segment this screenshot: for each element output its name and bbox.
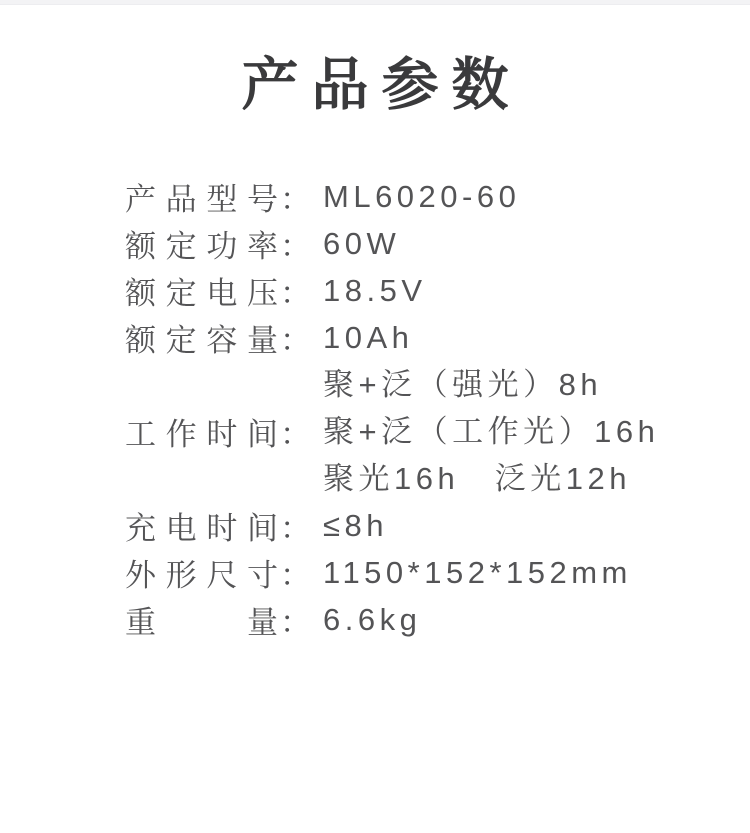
spec-value-line: 1150*152*152mm xyxy=(323,554,632,590)
spec-value xyxy=(323,267,427,314)
spec-label-text xyxy=(125,550,278,595)
spec-value-line: ML6020-60 xyxy=(323,178,521,214)
spec-value xyxy=(323,173,520,220)
spec-value-line: 聚+泛（工作光）16h xyxy=(323,413,660,449)
spec-label xyxy=(125,503,311,548)
spec-row xyxy=(125,220,750,267)
spec-label-colon: ： xyxy=(280,416,311,452)
page-title: 产品参数 xyxy=(241,53,522,117)
spec-label-char: 额 xyxy=(125,322,156,358)
spec-label-char: 定 xyxy=(165,322,197,358)
spec-label-char: 外 xyxy=(125,557,156,593)
spec-row xyxy=(125,314,750,361)
spec-value-line: 10Ah xyxy=(323,319,414,355)
spec-value xyxy=(323,314,413,361)
spec-value xyxy=(323,596,421,643)
spec-row xyxy=(125,173,750,220)
spec-table xyxy=(0,173,750,643)
spec-label-char: 容 xyxy=(206,322,238,358)
spec-value xyxy=(323,220,400,267)
spec-label-colon: ： xyxy=(280,557,311,593)
spec-label-char: 定 xyxy=(165,275,197,311)
spec-label-char: 工 xyxy=(125,416,156,452)
spec-label xyxy=(125,550,311,595)
spec-label-char: 量 xyxy=(247,604,278,640)
spec-label-colon: ： xyxy=(280,275,311,311)
spec-label-text xyxy=(125,174,278,219)
spec-label-char: 寸 xyxy=(246,557,278,593)
spec-label-char: 额 xyxy=(125,228,156,264)
spec-label-text xyxy=(125,315,278,360)
spec-label-text xyxy=(125,221,278,266)
spec-label-colon: ： xyxy=(280,510,311,546)
spec-label-char: 额 xyxy=(125,275,156,311)
spec-label-char: 量 xyxy=(246,322,278,358)
spec-label-text xyxy=(125,268,278,313)
spec-label xyxy=(125,597,311,642)
spec-label-colon: ： xyxy=(280,181,311,217)
spec-label-char: 形 xyxy=(165,557,197,593)
spec-label-char: 充 xyxy=(125,510,156,546)
spec-label-char: 重 xyxy=(125,604,156,640)
spec-label-char: 尺 xyxy=(206,557,238,593)
spec-label-char: 型 xyxy=(206,181,238,217)
spec-label xyxy=(125,221,311,266)
spec-value xyxy=(323,361,659,502)
spec-label-char: 时 xyxy=(206,416,238,452)
spec-label-char: 作 xyxy=(165,416,197,452)
spec-value-line: 6.6kg xyxy=(323,601,422,637)
spec-label-colon: ： xyxy=(280,322,311,358)
spec-label-char: 率 xyxy=(246,228,278,264)
spec-label-char: 号 xyxy=(246,181,278,217)
spec-row xyxy=(125,502,750,549)
spec-label-text xyxy=(125,409,278,454)
spec-value-line: ≤8h xyxy=(323,507,388,543)
spec-value xyxy=(323,502,388,549)
spec-label xyxy=(125,174,311,219)
spec-row xyxy=(125,267,750,314)
spec-label-char: 品 xyxy=(165,181,197,217)
spec-label xyxy=(125,268,311,313)
spec-row xyxy=(125,361,750,502)
section-divider-strip xyxy=(0,0,750,5)
spec-label-text xyxy=(125,597,278,642)
spec-label-char: 压 xyxy=(246,275,278,311)
spec-value-line: 聚+泛（强光）8h xyxy=(323,366,603,402)
spec-label-char: 产 xyxy=(125,181,156,217)
spec-value-line: 聚光16h 泛光12h xyxy=(323,460,631,496)
spec-label-char: 功 xyxy=(206,228,238,264)
spec-label-char: 间 xyxy=(246,416,278,452)
spec-label xyxy=(125,409,311,454)
spec-value-line: 18.5V xyxy=(323,272,427,308)
spec-label xyxy=(125,315,311,360)
spec-value-line: 60W xyxy=(323,225,401,261)
spec-label-char: 定 xyxy=(165,228,197,264)
spec-row xyxy=(125,549,750,596)
spec-label-char: 间 xyxy=(246,510,278,546)
spec-label-char: 电 xyxy=(165,510,197,546)
spec-value xyxy=(323,549,632,596)
spec-label-char: 电 xyxy=(206,275,238,311)
spec-label-text xyxy=(125,503,278,548)
spec-row xyxy=(125,596,750,643)
spec-label-colon: ： xyxy=(280,228,311,264)
spec-label-colon: ： xyxy=(280,604,311,640)
spec-label-char: 时 xyxy=(206,510,238,546)
